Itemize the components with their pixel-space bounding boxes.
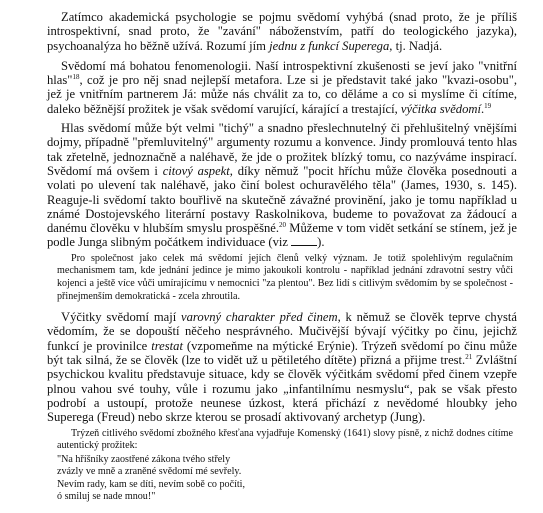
text-span: Svědomí má bohatou fenomenologii. Naší introspektivní zkušenosti se jeví jako "vnitřní hlas" (47, 58, 517, 88)
text-span: (vzpomeňme na mýtické Erýnie). Trýzeň svědomí po činu může být tak silná, že se člověk (lze to vidět už u pětiletého dítěte) přizná a přijme trest. (47, 338, 518, 368)
paragraph-1 (47, 10, 517, 53)
emphasis-text: citový aspekt (162, 163, 230, 178)
footnote-ref: 18 (72, 73, 80, 81)
footnote-ref: 20 (279, 220, 287, 229)
footnote-ref: 21 (465, 352, 473, 361)
text-span: Zvláštní psychickou kvalitu představuje situace, kdy se člověk výčitkám svědomí před činem vzepře plnou vahou své touhy, vůle i rozumu jako „infantilnímu nesmyslu“, pak se však přesto podrobí a ustoupí, protože neunese úzkost, která přichází z nevědomé hloubky jeho Superega (Freud) nebo skrze kterou se prosadí aktivovaný archetyp (Jung). (47, 353, 517, 425)
paragraph-2 (47, 59, 517, 116)
text-span: Hlas svědomí může být velmi "tichý" a snadno přeslechnutelný či přehlušitelný vnějšími dojmy, případně "přemluvitelný" argumenty rozumu a konvence. Jindy promlouvá tento hlas tak zřetelně, jednoznačně a naléhavě, že jde o prožitek blízký tomu, co nazýváme inspirací. Svědomí má ovšem i (47, 121, 517, 178)
poem-line: ó smiluj se nade mnou!" (57, 490, 156, 502)
text-span: Zatímco akademická psychologie se pojmu svědomí vyhýbá (snad proto, že je příliš introspektivní, snad proto, že "zavání" náboženstvím, patří do teologického jazyka), psychoanalýza ho běžně užívá. Rozumí jím (47, 10, 517, 53)
poem-line: "Na hříšníky zaostřené zákona tvého střely (57, 453, 231, 465)
paragraph-3 (47, 121, 517, 250)
text-span: . (480, 101, 485, 116)
emphasis-text: jednu z funkcí Superega (269, 38, 390, 53)
note-paragraph-2: Trýzeň citlivého svědomí zbožného křesťana vyjadřuje Komenský (1641) slovy písně, z nichž dodnes cítíme autentický prožitek: (57, 427, 513, 452)
emphasis-text: trestat (151, 338, 183, 353)
text-span: , díky němuž "pocit hříchu může člověka posednouti a volati po ulevení tak naléhavě, jako činí bolest ochuravělého těla" (James, 1930, s. 145). Reaguje-li svědomí takto bouřlivě na skutečně závažné provinění, jako je tomu například u známé Dostojevského literární postavy Raskolnikova, budeme to považovat za žádoucí a danému člověku v hlubším smyslu prospěšné. (47, 163, 517, 236)
text-span: , což je pro něj snad nejlepší metafora. Lze si je představit také jako "kvazi-osobu", jež je vnitřním partnerem Já: může nás chválit za to, co děláme a co si myslíme či cítíme, daleko běžnější prožitek je však svědomí varující, kárající a trestající, (47, 73, 517, 116)
poem-line: Nevím rady, kam se díti, nevím sobě co počíti, (57, 478, 246, 490)
text-span: , k němuž se člověk teprve chystá vědomím, že se dopouští něčeho nesprávného. Mučivější bývají výčitky po činu, jejichž funkcí je provinilce (47, 310, 518, 353)
poem-quote (57, 454, 517, 504)
footnote-ref: 19 (484, 101, 492, 110)
text-span: , tj. Nadjá. (389, 38, 443, 53)
text-span: Výčitky svědomí mají (61, 310, 181, 325)
emphasis-text: výčitka svědomí (400, 101, 481, 116)
blank-reference (291, 236, 317, 246)
text-span: ). (317, 235, 325, 250)
text-span: Můžeme v tom vidět setkání se stínem, jež je podle Junga slibným počátkem individuace (viz (47, 221, 517, 250)
emphasis-text: varovný charakter před činem (181, 310, 338, 325)
poem-line: zvázly ve mně a zraněné svědomí mé sevřely. (57, 466, 242, 478)
paragraph-4 (47, 310, 517, 424)
note-paragraph-1: Pro společnost jako celek má svědomí jejích členů velký význam. Je totiž spolehlivým regulačním mechanismem tam, kde jednání jedince je mimo jakoukoli kontrolu - například jednání zdravotní sestry vůči kojenci a ještě více vůči umírajícímu v nemocnici "za plentou". Bez lidí s citlivým svědomím by se společnost - přinejmenším demokratická - zcela zhroutila. (57, 252, 513, 302)
